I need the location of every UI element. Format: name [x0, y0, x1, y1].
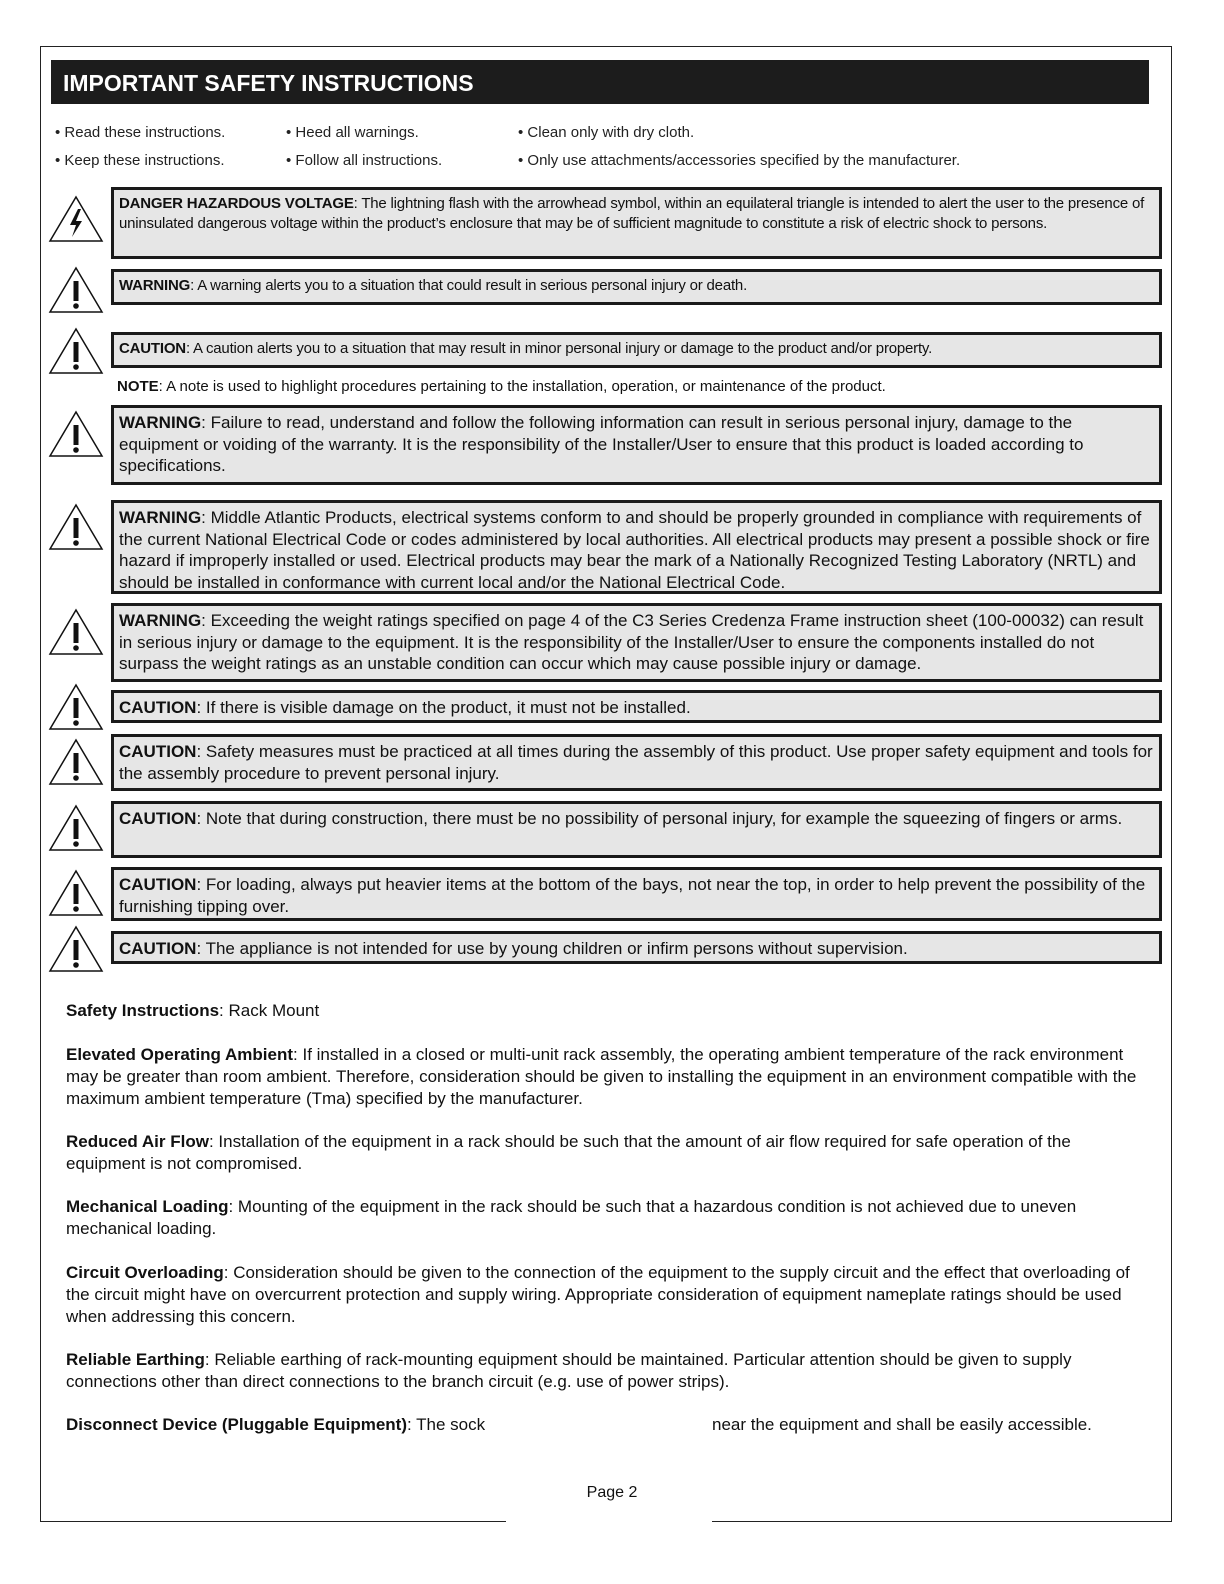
notice-text: : For loading, always put heavier items at the bottom of the bays, not near the top, in order to help prevent the possibility of the furnishing tipping over.: [119, 875, 1146, 916]
high-voltage-icon: [48, 195, 104, 243]
notice-text: : Exceeding the weight ratings specified on page 4 of the C3 Series Credenza Frame instruction sheet (100-00032) can result in serious injury or damage to the equipment. It is the responsibility of the Installer/User to ensure the components installed do not surpass the weight ratings as an unstable condition can occur which may cause possible injury or damage.: [119, 611, 1144, 673]
warning-icon: [48, 608, 104, 656]
notice-text: : A warning alerts you to a situation that could result in serious personal injury or death.: [190, 277, 748, 294]
section-elevated-operating-ambient: [66, 1044, 1146, 1110]
bullet-item: • Follow all instructions.: [286, 152, 443, 169]
notice-box: [111, 269, 1162, 305]
section-text-tail: near the equipment and shall be easily accessible.: [712, 1415, 1092, 1434]
bullet-item: • Keep these instructions.: [55, 152, 225, 169]
section-label: Circuit Overloading: [66, 1263, 224, 1282]
warning-icon: [48, 683, 104, 731]
notice-label: WARNING: [119, 508, 202, 527]
note-line: [117, 378, 886, 395]
warning-icon: [48, 804, 104, 852]
notice-text: : The appliance is not intended for use by young children or infirm persons without supervision.: [196, 939, 908, 958]
section-text: : Rack Mount: [219, 1001, 320, 1020]
warning-icon: [48, 327, 104, 375]
warning-icon: [48, 925, 104, 973]
section-label: Reliable Earthing: [66, 1350, 205, 1369]
notice-box: [111, 931, 1162, 964]
notice-box: [111, 690, 1162, 723]
notice-box: [111, 801, 1162, 858]
notice-box: [111, 867, 1162, 921]
notice-label: CAUTION: [119, 809, 197, 828]
section-label: Reduced Air Flow: [66, 1132, 209, 1151]
section-reliable-earthing: [66, 1349, 1146, 1393]
notice-box: [111, 734, 1162, 791]
notice-box: [111, 500, 1162, 594]
section-label: Safety Instructions: [66, 1001, 220, 1020]
bullet-item: • Clean only with dry cloth.: [518, 124, 695, 141]
warning-icon: [48, 266, 104, 314]
notice-box: [111, 332, 1162, 368]
section-text: : If installed in a closed or multi-unit rack assembly, the operating ambient temperature of the rack environment may be greater than room ambient. Therefore, consideration should be given to installing the equipment in an environment compatible with the maximum ambient temperature (Tma) specified by the manufacturer.: [66, 1045, 1137, 1108]
section-safety-instructions: [66, 1000, 1146, 1022]
notice-label: WARNING: [119, 277, 191, 294]
section-mechanical-loading: [66, 1196, 1146, 1240]
notice-text: : A caution alerts you to a situation that may result in minor personal injury or damage to the product and/or property.: [185, 340, 933, 357]
frame-bottom-left: [40, 1521, 506, 1522]
bullet-item: • Only use attachments/accessories specified by the manufacturer.: [518, 152, 961, 169]
section-label: Disconnect Device (Pluggable Equipment): [66, 1415, 408, 1434]
section-text: : Installation of the equipment in a rack should be such that the amount of air flow required for safe operation of the equipment is not compromised.: [66, 1132, 1071, 1173]
section-circuit-overloading: [66, 1262, 1146, 1328]
note-label: NOTE: [117, 378, 159, 395]
section-text: : Consideration should be given to the connection of the equipment to the supply circuit and the effect that overloading of the circuit might have on overcurrent protection and supply wiring. Appropriate consideration of equipment nameplate ratings should be used when addressing this concern.: [66, 1263, 1130, 1326]
page-number: Page 2: [586, 1484, 638, 1501]
section-reduced-air-flow: [66, 1131, 1146, 1175]
notice-label: CAUTION: [119, 698, 197, 717]
section-label: Mechanical Loading: [66, 1197, 229, 1216]
notice-label: WARNING: [119, 611, 202, 630]
frame-bottom-right: [712, 1521, 1172, 1522]
notice-box: [111, 603, 1162, 682]
note-text: : A note is used to highlight procedures pertaining to the installation, operation, or maintenance of the product.: [158, 378, 886, 395]
notice-label: CAUTION: [119, 875, 197, 894]
notice-box: [111, 405, 1162, 485]
notice-text: : If there is visible damage on the product, it must not be installed.: [196, 698, 691, 717]
notice-label: CAUTION: [119, 742, 197, 761]
notice-label: CAUTION: [119, 939, 197, 958]
bullet-item: • Read these instructions.: [55, 124, 226, 141]
section-text: : The sock: [407, 1415, 486, 1434]
bullet-item: • Heed all warnings.: [286, 124, 419, 141]
notice-text: : Middle Atlantic Products, electrical systems conform to and should be properly grounded in compliance with requirements of the current National Electrical Code or codes administered by local authorities. All electrical products may present a possible shock or fire hazard if improperly installed or used. Electrical products may bear the mark of a Nationally Recognized Testing Laboratory (NRTL) and should be installed in conformance with current local and/or the National Electrical Code.: [119, 508, 1150, 592]
notice-box: [111, 187, 1162, 259]
notice-label: DANGER HAZARDOUS VOLTAGE: [119, 195, 354, 212]
warning-icon: [48, 410, 104, 458]
warning-icon: [48, 738, 104, 786]
notice-text: : Safety measures must be practiced at all times during the assembly of this product. Use proper safety equipment and tools for the assembly procedure to prevent personal injury.: [119, 742, 1153, 783]
notice-text: : The lightning flash with the arrowhead symbol, within an equilateral triangle is intended to alert the user to the presence of uninsulated dangerous voltage within the product’s enclosure that may be of sufficient magnitude to constitute a risk of electric shock to persons.: [119, 195, 1145, 232]
notice-text: : Note that during construction, there must be no possibility of personal injury, for example the squeezing of fingers or arms.: [196, 809, 1123, 828]
notice-label: WARNING: [119, 413, 202, 432]
section-text: : Mounting of the equipment in the rack should be such that a hazardous condition is not achieved due to uneven mechanical loading.: [66, 1197, 1077, 1238]
notice-label: CAUTION: [119, 340, 186, 357]
warning-icon: [48, 869, 104, 917]
section-label: Elevated Operating Ambient: [66, 1045, 294, 1064]
warning-icon: [48, 503, 104, 551]
notice-text: : Failure to read, understand and follow the following information can result in serious personal injury, damage to the equipment or voiding of the warranty. It is the responsibility of the Installer/User to ensure that this product is loaded according to specifications.: [119, 413, 1084, 475]
section-text: : Reliable earthing of rack-mounting equipment should be maintained. Particular attention should be given to supply connections other than direct connections to the branch circuit (e.g. use of power strips).: [66, 1350, 1072, 1391]
section-disconnect-device-tail: [712, 1414, 1132, 1436]
page-title: IMPORTANT SAFETY INSTRUCTIONS: [51, 60, 1149, 104]
